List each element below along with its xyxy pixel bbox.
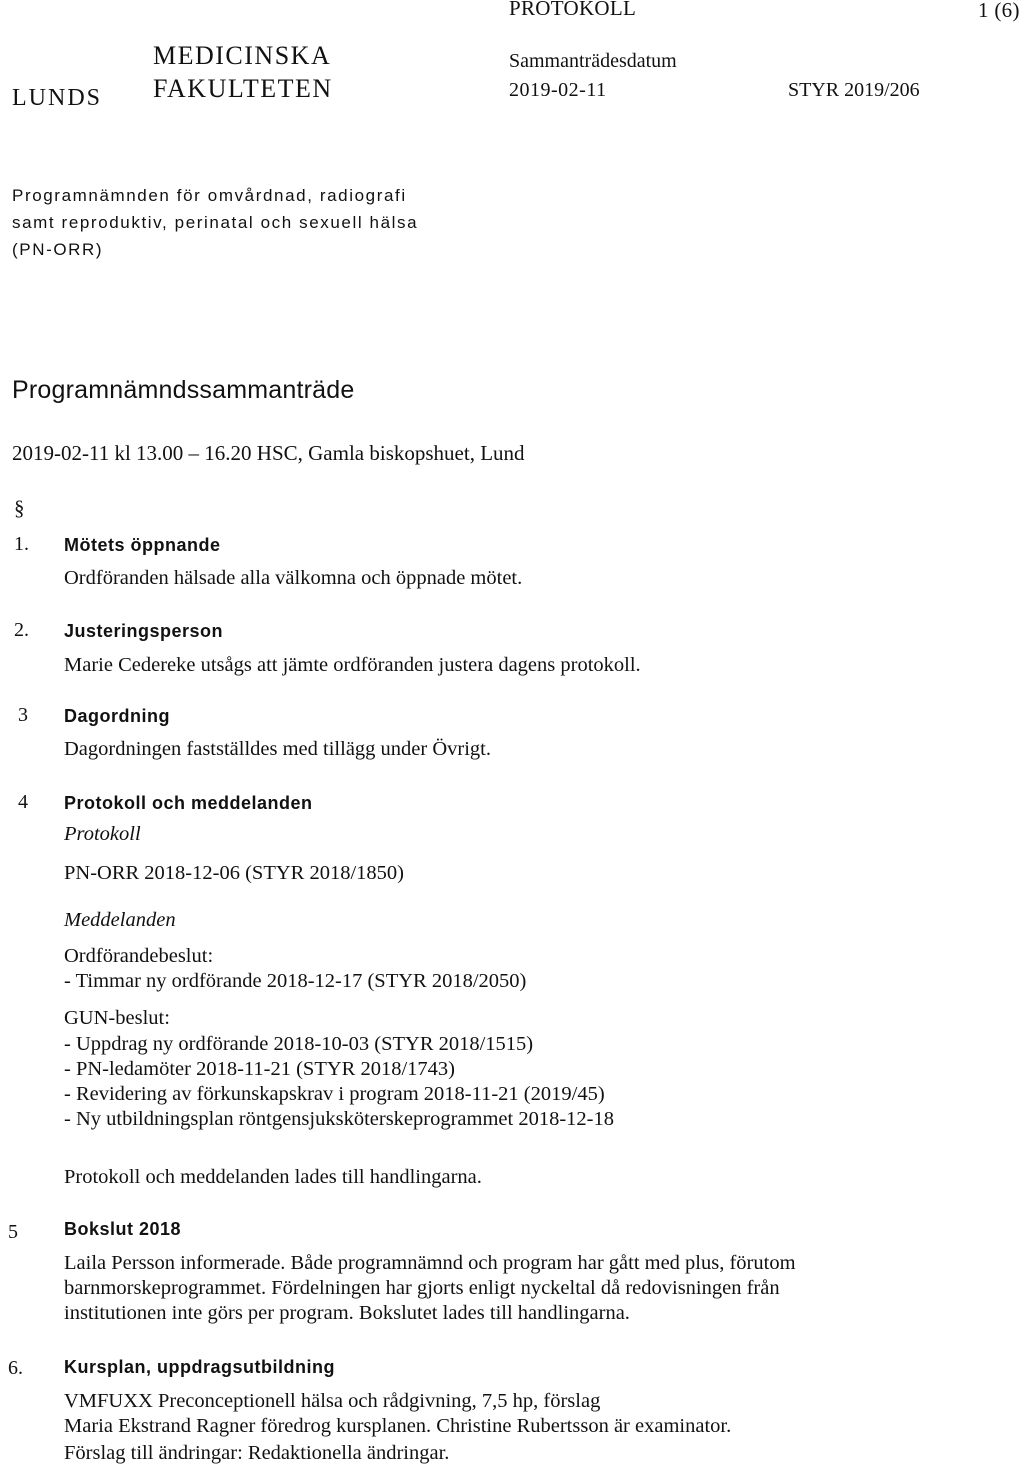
subheading-meddelanden: Meddelanden xyxy=(64,909,176,931)
committee-name-line: samt reproduktiv, perinatal och sexuell hälsa xyxy=(12,213,419,232)
item-title: Bokslut 2018 xyxy=(64,1219,182,1239)
item-number: 6. xyxy=(8,1357,23,1379)
decision-line: - PN-ledamöter 2018-11-21 (STYR 2018/1743) xyxy=(64,1058,455,1080)
decision-line: - Uppdrag ny ordförande 2018-10-03 (STYR 2018/1515) xyxy=(64,1033,534,1055)
decision-line: - Revidering av förkunskapskrav i program 2018-11-21 (2019/45) xyxy=(64,1083,605,1105)
item-number: 2. xyxy=(14,619,29,641)
date-label: Sammanträdesdatum xyxy=(509,50,677,72)
item-number: 5 xyxy=(8,1221,18,1243)
item-number: 1. xyxy=(14,533,29,555)
item-title: Kursplan, uppdragsutbildning xyxy=(64,1357,335,1377)
committee-name-line: Programnämnden för omvårdnad, radiografi xyxy=(12,186,407,205)
item-text: Dagordningen fastställdes med tillägg under Övrigt. xyxy=(64,738,491,760)
item-number: 4 xyxy=(18,791,28,813)
reference-number: STYR 2019/206 xyxy=(788,79,920,101)
page-number: 1 (6) xyxy=(978,0,1020,22)
faculty-name-line1: MEDICINSKA xyxy=(153,41,332,70)
section-symbol: § xyxy=(14,496,25,520)
item-text: Förslag till ändringar: Redaktionella ändringar. xyxy=(64,1442,450,1464)
item-conclusion: Protokoll och meddelanden lades till handlingarna. xyxy=(64,1166,482,1188)
meeting-details: 2019-02-11 kl 13.00 – 16.20 HSC, Gamla biskopshuet, Lund xyxy=(12,441,525,465)
meeting-date: 2019-02-11 xyxy=(509,79,607,101)
item-text: VMFUXX Preconceptionell hälsa och rådgivning, 7,5 hp, förslag xyxy=(64,1390,601,1412)
item-text: Ordföranden hälsade alla välkomna och öppnade mötet. xyxy=(64,567,523,589)
item-text: institutionen inte görs per program. Bokslutet lades till handlingarna. xyxy=(64,1302,630,1324)
item-text: Marie Cedereke utsågs att jämte ordföranden justera dagens protokoll. xyxy=(64,654,641,676)
item-title: Justeringsperson xyxy=(64,621,224,641)
subheading-protokoll: Protokoll xyxy=(64,823,141,845)
protocol-reference: PN-ORR 2018-12-06 (STYR 2018/1850) xyxy=(64,862,404,884)
decision-line: - Ny utbildningsplan röntgensjuksköterskeprogrammet 2018-12-18 xyxy=(64,1108,614,1130)
decision-label: GUN-beslut: xyxy=(64,1007,170,1029)
item-title: Mötets öppnande xyxy=(64,535,221,555)
decision-line: - Timmar ny ordförande 2018-12-17 (STYR 2018/2050) xyxy=(64,970,527,992)
item-number: 3 xyxy=(18,704,28,726)
committee-abbreviation: (PN-ORR) xyxy=(12,240,104,259)
item-title: Dagordning xyxy=(64,706,170,726)
document-type: PROTOKOLL xyxy=(509,0,637,20)
item-title: Protokoll och meddelanden xyxy=(64,793,313,813)
university-name: LUNDS xyxy=(12,85,103,111)
item-text: Laila Persson informerade. Både programnämnd och program har gått med plus, förutom xyxy=(64,1252,796,1274)
faculty-name-line2: FAKULTETEN xyxy=(153,74,333,103)
item-text: barnmorskeprogrammet. Fördelningen har gjorts enligt nyckeltal då redovisningen från xyxy=(64,1277,780,1299)
decision-label: Ordförandebeslut: xyxy=(64,945,214,967)
item-text: Maria Ekstrand Ragner föredrog kursplanen. Christine Rubertsson är examinator. xyxy=(64,1415,732,1437)
meeting-title: Programnämndssammanträde xyxy=(12,376,355,404)
